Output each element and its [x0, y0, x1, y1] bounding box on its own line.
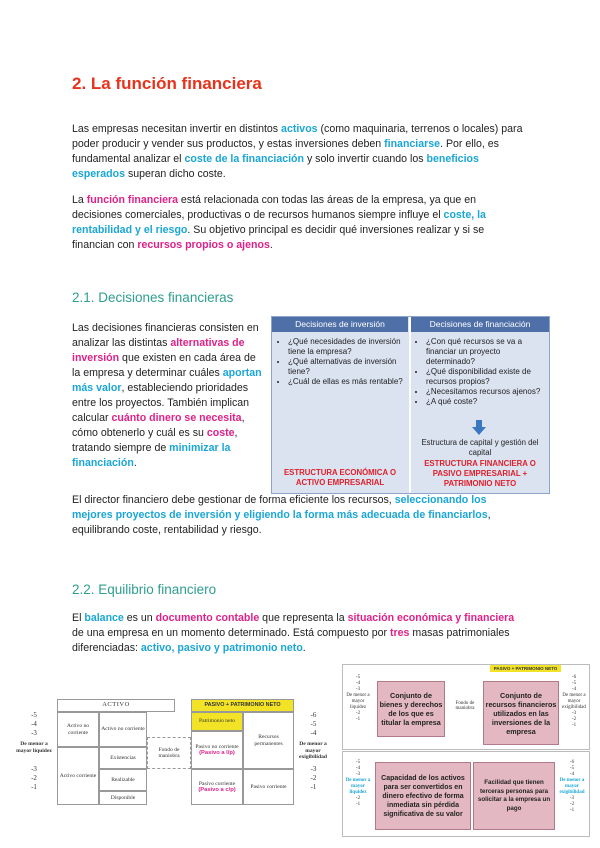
decisiones-paragraph-1: Las decisiones financieras consisten en analizar las distintas alternativas de inversión que existen en cada área de la empresa y determinar cuáles aportan más valor, estableciendo prioridades entre los proyectos. También implican calcular cuánto dinero se necesita, cómo obtenerlo y cuál es su coste, tratando siempre de minimizar la financiación.: [72, 322, 262, 469]
menor-liquidez-label: De menor a mayor liquidez: [16, 741, 52, 754]
exigibilidad-box: Facilidad que tienen terceras personas para solicitar a la empresa un pago: [473, 762, 555, 830]
right-markers: -6 -5 -4: [310, 711, 317, 737]
decisiones-table: [271, 316, 550, 494]
cell-pasivo-no-corriente: Pasivo no corriente (Pasivo a l/p): [191, 731, 243, 769]
exigibilidad-markers: -6 -5 -4 De menor a mayor exigibilidad -3 -2 -1: [559, 760, 585, 813]
intro-paragraph-1: Las empresas necesitan invertir en distintos activos (como maquinaria, terrenos o locales) para poder producir y vender sus productos, y estas inversiones deben financiarse. Por ello, es fundamental analizar el coste de la financiación y solo invertir cuando los beneficios esperados superan dicho coste.: [72, 123, 523, 180]
left-markers: -5 -4 -3: [31, 711, 37, 737]
decisiones-paragraph-2: El director financiero debe gestionar de forma eficiente los recursos, seleccionando los mejores proyectos de inversión y eligiendo la forma más adecuada de financiarlos, equilibrando coste, rentabilidad y riesgo.: [72, 494, 491, 536]
cell-realizable: Realizable: [99, 769, 147, 791]
activo-corriente-label: Activo corriente: [57, 747, 99, 805]
inversion-item: • ¿Qué alternativas de inversión tiene?: [288, 357, 404, 377]
page-title: 2. La función financiera: [72, 74, 262, 93]
pasivo-pn-strip: PASIVO + PATRIMONIO NETO: [490, 665, 561, 672]
inversion-item: • ¿Cuál de ellas es más rentable?: [288, 377, 404, 387]
cell-existencias: Existencias: [99, 747, 147, 769]
cell-patrimonio-neto: Patrimonio neto: [191, 712, 243, 731]
intro-paragraph-2: La función financiera está relacionada con todas las áreas de la empresa, ya que en decisiones comerciales, productivas o de recursos humanos siempre influye el coste, la rentabilidad y el riesgo. Su objetivo principal es decidir qué inversiones realizar y si se financian con recursos propios o ajenos.: [72, 194, 486, 251]
liquidez-markers: -5 -4 -3 De menor a mayor liquidez -2 -1: [345, 760, 371, 807]
table-header-financiacion: Decisiones de financiación: [411, 317, 549, 332]
equilibrio-paragraph: El balance es un documento contable que representa la situación económica y financiera de una empresa en un momento determinado. Está compuesto por tres masas patrimoniales diferenciadas: activo, pasivo y patrimonio neto.: [72, 612, 515, 654]
inversion-questions: [276, 337, 404, 387]
activo-header: ACTIVO: [57, 699, 175, 712]
balance-diagram-bottom: [342, 751, 590, 837]
capital-note: Estructura de capital y gestión del capital: [421, 438, 539, 457]
financiacion-item: • ¿Necesitamos recursos ajenos?: [426, 387, 546, 397]
cell-recursos-permanentes: Recursos permanentes: [243, 712, 294, 769]
cell-anc: Activo no corriente: [99, 712, 147, 747]
financiacion-questions: [414, 337, 546, 407]
liquidez-box: Capacidad de los activos para ser convertidos en dinero efectivo de forma inmediata sin pérdida significativa de su valor: [375, 762, 471, 830]
diagram-right-markers: -6 -5 -4 De menor a mayor exigibilidad -3 -2 -1: [562, 675, 586, 728]
pasivo-pn-header: PASIVO + PATRIMONIO NETO: [191, 699, 294, 712]
financiacion-item: • ¿Qué disponibilidad existe de recursos propios?: [426, 367, 546, 387]
diagram-left-markers: -5 -4 -3 De menor a mayor liquidez -2 -1: [346, 675, 370, 722]
section-title-equilibrio: 2.2. Equilibrio financiero: [72, 582, 217, 597]
recursos-financieros-box: Conjunto de recursos financieros utilizados en las inversiones de la empresa: [483, 681, 559, 745]
financiacion-item: • ¿Con qué recursos se va a financiar un proyecto determinado?: [426, 337, 546, 367]
estructura-financiera-label: ESTRUCTURA FINANCIERA O PASIVO EMPRESARIAL + PATRIMONIO NETO: [424, 459, 536, 488]
fondo-maniobra-label: Fondo de maniobra: [455, 701, 475, 711]
financiacion-item: • ¿A qué coste?: [426, 397, 546, 407]
right-markers-2: -3 -2 -1: [310, 765, 317, 791]
cell-fondo-maniobra: Fondo de maniobra: [147, 737, 191, 769]
estructura-economica-label: ESTRUCTURA ECONÓMICA O ACTIVO EMPRESARIAL: [283, 468, 397, 487]
left-markers-2: -3 -2 -1: [31, 765, 37, 791]
cell-pasivo-corriente: Pasivo corriente (Pasivo a c/p): [191, 769, 243, 805]
cell-pasivo-corriente-2: Pasivo corriente: [243, 769, 294, 805]
arrow-down-icon: [471, 420, 487, 436]
activo-no-corriente-label: Activo no corriente: [57, 712, 99, 747]
section-title-decisiones: 2.1. Decisiones financieras: [72, 290, 234, 305]
table-header-inversion: Decisiones de inversión: [272, 317, 408, 332]
balance-table: [13, 697, 331, 807]
bienes-derechos-box: Conjunto de bienes y derechos de los que es titular la empresa: [377, 681, 445, 737]
cell-disponible: Disponible: [99, 791, 147, 805]
inversion-item: • ¿Qué necesidades de inversión tiene la empresa?: [288, 337, 404, 357]
balance-diagram-top: [342, 664, 590, 750]
menor-exigibilidad-label: De menor a mayor exigibilidad: [299, 741, 327, 760]
